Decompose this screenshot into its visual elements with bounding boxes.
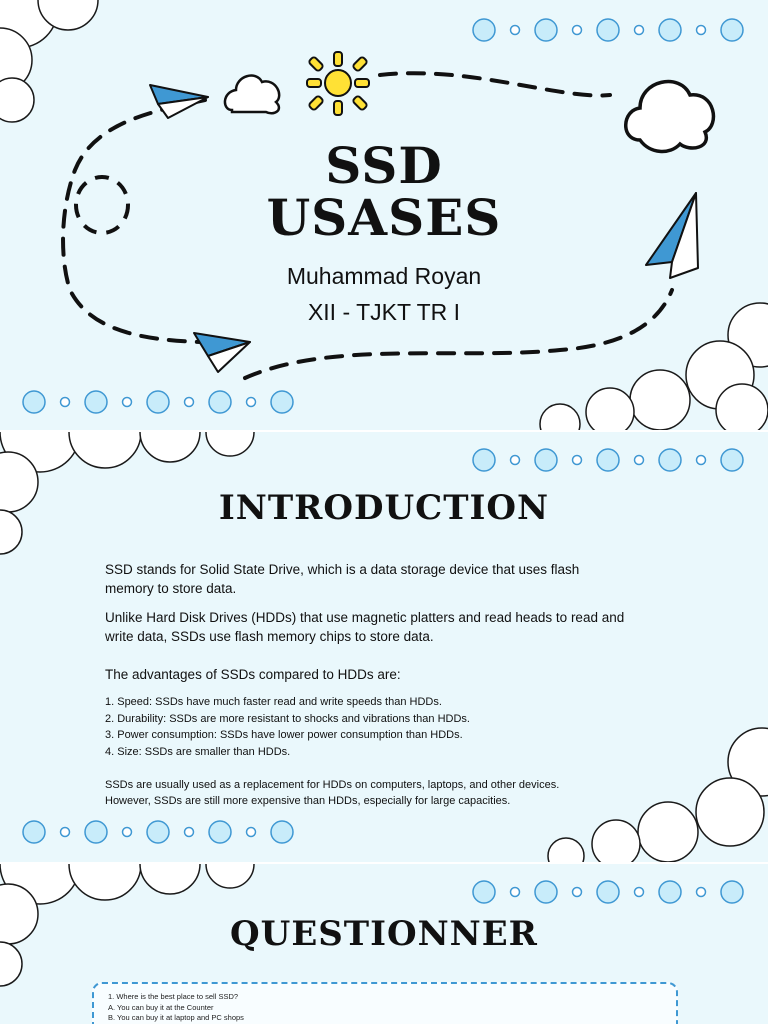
list-item: 2. Durability: SSDs are more resistant to shocks and vibrations than HDDs. (105, 712, 470, 725)
question-box (92, 982, 678, 1024)
author-name: Muhammad Royan (286, 263, 482, 289)
paper-plane-icon (150, 85, 208, 118)
bubble-row (23, 391, 293, 413)
bubble-row (473, 19, 743, 41)
sun-icon (307, 52, 369, 115)
list-item: 4. Size: SSDs are smaller than HDDs. (105, 745, 291, 758)
cover-slide (0, 0, 768, 430)
list-item: 1. Speed: SSDs have much faster read and write speeds than HDDs. (105, 696, 442, 708)
introduction-slide (0, 432, 768, 862)
intro-paragraph-2: Unlike Hard Disk Drives (HDDs) that use magnetic platters and read heads to read and write data, SSDs use flash memory chips to store data. (105, 610, 625, 644)
class-name: XII - TJKT TR I (307, 299, 461, 325)
question-text: 1. Where is the best place to sell SSD? (108, 992, 239, 1001)
questionnaire-heading: QUESTIONNER (230, 914, 538, 954)
questionnaire-slide (0, 864, 768, 1024)
cover-title-line1: SSD (325, 136, 443, 195)
cover-title-line2: USASES (266, 188, 502, 247)
bubble-row (23, 821, 293, 843)
intro-heading: INTRODUCTION (218, 488, 550, 528)
bubble-row (473, 449, 743, 471)
cloud-icon (225, 76, 279, 114)
cloud-icon (0, 0, 98, 122)
intro-paragraph-1: SSD stands for Solid State Drive, which is a data storage device that uses flash memory to store data. (105, 562, 580, 596)
closing-line-2: However, SSDs are still more expensive than HDDs, especially for large capacities. (105, 795, 511, 807)
answer-option-a[interactable]: A. You can buy it at the Counter (108, 1002, 214, 1012)
question-content (108, 992, 244, 1024)
paper-plane-icon (194, 333, 250, 372)
list-item: 3. Power consumption: SSDs have lower power consumption than HDDs. (105, 729, 463, 741)
advantages-list (105, 694, 665, 760)
closing-line-1: SSDs are usually used as a replacement for HDDs on computers, laptops, and other devices. (105, 779, 560, 791)
answer-option-b[interactable]: B. You can buy it at laptop and PC shops (108, 1013, 244, 1022)
advantages-lead: The advantages of SSDs compared to HDDs are: (105, 667, 401, 682)
bubble-row (473, 881, 743, 903)
